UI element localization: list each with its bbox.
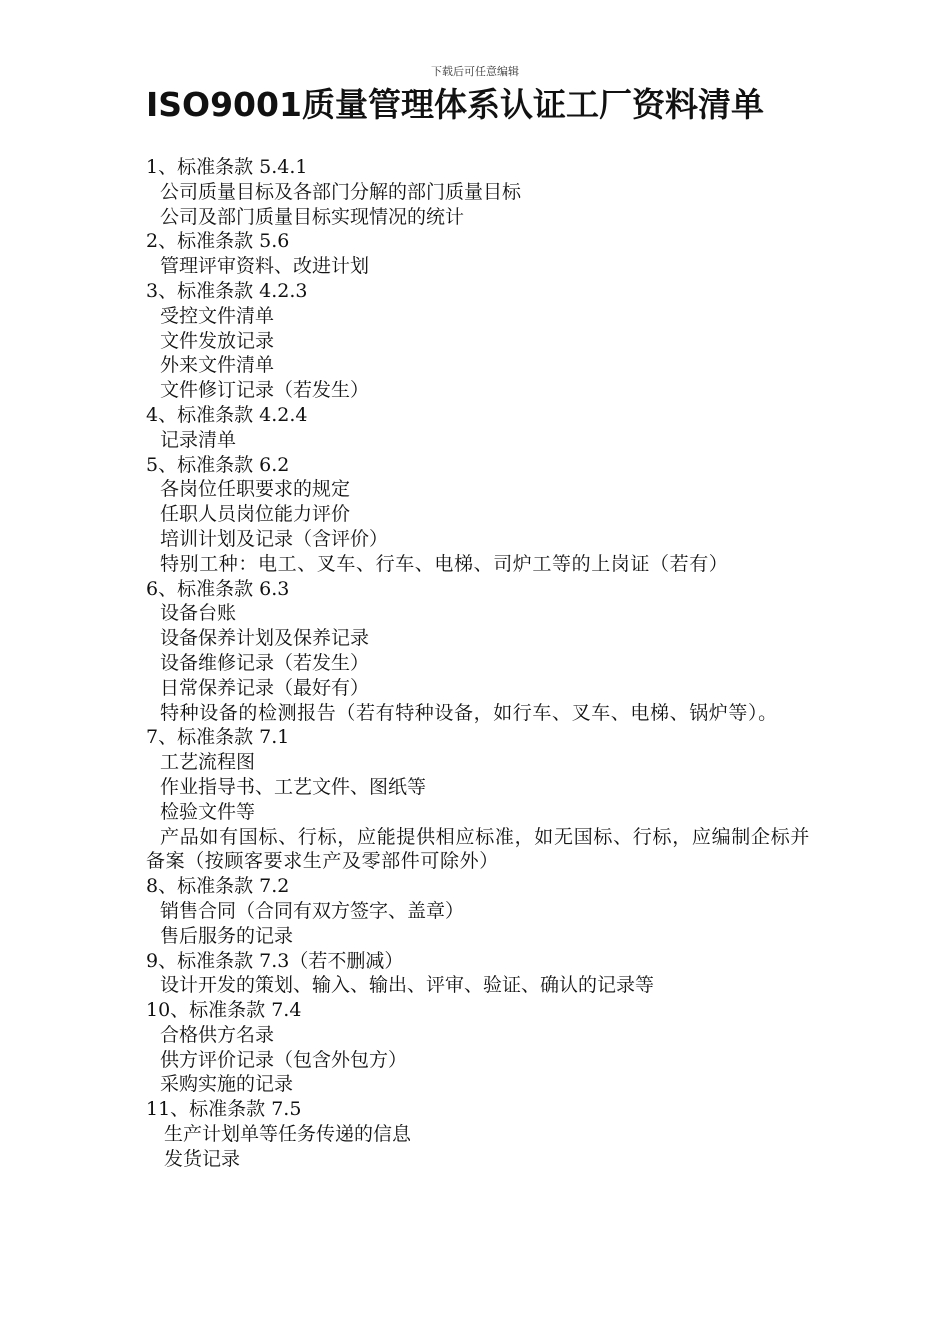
document-title: ISO9001质量管理体系认证工厂资料清单 bbox=[146, 85, 764, 124]
section-heading: 7、标准条款 7.1 bbox=[146, 726, 290, 749]
section-10 bbox=[146, 998, 810, 1097]
list-item: 公司及部门质量目标实现情况的统计 bbox=[160, 205, 465, 228]
section-heading: 10、标准条款 7.4 bbox=[146, 999, 302, 1022]
list-item: 供方评价记录（包含外包方） bbox=[160, 1048, 408, 1071]
list-item: 管理评审资料、改进计划 bbox=[160, 255, 370, 278]
list-item: 工艺流程图 bbox=[160, 751, 256, 774]
section-heading: 3、标准条款 4.2.3 bbox=[146, 279, 308, 302]
list-item: 作业指导书、工艺文件、图纸等 bbox=[160, 775, 427, 798]
list-item: 各岗位任职要求的规定 bbox=[160, 478, 351, 501]
section-heading: 1、标准条款 5.4.1 bbox=[146, 156, 308, 178]
section-heading: 6、标准条款 6.3 bbox=[146, 577, 290, 600]
list-item: 设备保养计划及保养记录 bbox=[160, 627, 370, 650]
list-item: 文件发放记录 bbox=[160, 329, 275, 352]
list-item: 日常保养记录（最好有） bbox=[160, 676, 370, 699]
list-item: 采购实施的记录 bbox=[160, 1073, 294, 1096]
list-item: 特种设备的检测报告（若有特种设备，如行车、叉车、电梯、锅炉等）。 bbox=[160, 701, 778, 724]
list-item: 文件修订记录（若发生） bbox=[160, 379, 370, 402]
document-body bbox=[146, 155, 810, 1172]
list-item: 合格供方名录 bbox=[160, 1023, 275, 1046]
list-item: 销售合同（合同有双方签字、盖章） bbox=[160, 899, 465, 922]
list-item: 生产计划单等任务传递的信息 bbox=[164, 1123, 412, 1146]
list-item: 培训计划及记录（含评价） bbox=[160, 527, 389, 550]
section-4 bbox=[146, 403, 810, 453]
list-item: 外来文件清单 bbox=[160, 354, 275, 377]
section-5 bbox=[146, 453, 810, 577]
section-heading: 9、标准条款 7.3（若不删减） bbox=[146, 949, 404, 972]
section-9 bbox=[146, 949, 810, 999]
section-8 bbox=[146, 874, 810, 948]
list-item: 设备台账 bbox=[160, 602, 237, 625]
list-item: 产品如有国标、行标，应能提供相应标准，如无国标、行标，应编制企标并备案（按顾客要求生产及零部件可除外） bbox=[146, 825, 810, 873]
list-item: 公司质量目标及各部门分解的部门质量目标 bbox=[160, 180, 522, 203]
section-7 bbox=[146, 725, 810, 874]
list-item: 设计开发的策划、输入、输出、评审、验证、确认的记录等 bbox=[160, 974, 655, 997]
section-heading: 4、标准条款 4.2.4 bbox=[146, 403, 308, 426]
section-6 bbox=[146, 577, 810, 726]
section-3 bbox=[146, 279, 810, 403]
list-item: 设备维修记录（若发生） bbox=[160, 651, 370, 674]
list-item: 发货记录 bbox=[164, 1147, 241, 1170]
section-heading: 5、标准条款 6.2 bbox=[146, 453, 290, 476]
section-11 bbox=[146, 1097, 810, 1171]
section-2 bbox=[146, 229, 810, 279]
section-heading: 2、标准条款 5.6 bbox=[146, 230, 290, 253]
section-1 bbox=[146, 155, 810, 229]
list-item: 检验文件等 bbox=[160, 800, 256, 823]
list-item: 任职人员岗位能力评价 bbox=[160, 503, 351, 526]
list-item: 售后服务的记录 bbox=[160, 924, 294, 947]
list-item: 记录清单 bbox=[160, 428, 237, 451]
header-note: 下载后可任意编辑 bbox=[431, 65, 519, 78]
list-item: 特别工种：电工、叉车、行车、电梯、司炉工等的上岗证（若有） bbox=[160, 552, 729, 575]
section-heading: 8、标准条款 7.2 bbox=[146, 875, 290, 898]
list-item: 受控文件清单 bbox=[160, 304, 275, 327]
section-heading: 11、标准条款 7.5 bbox=[146, 1098, 302, 1121]
